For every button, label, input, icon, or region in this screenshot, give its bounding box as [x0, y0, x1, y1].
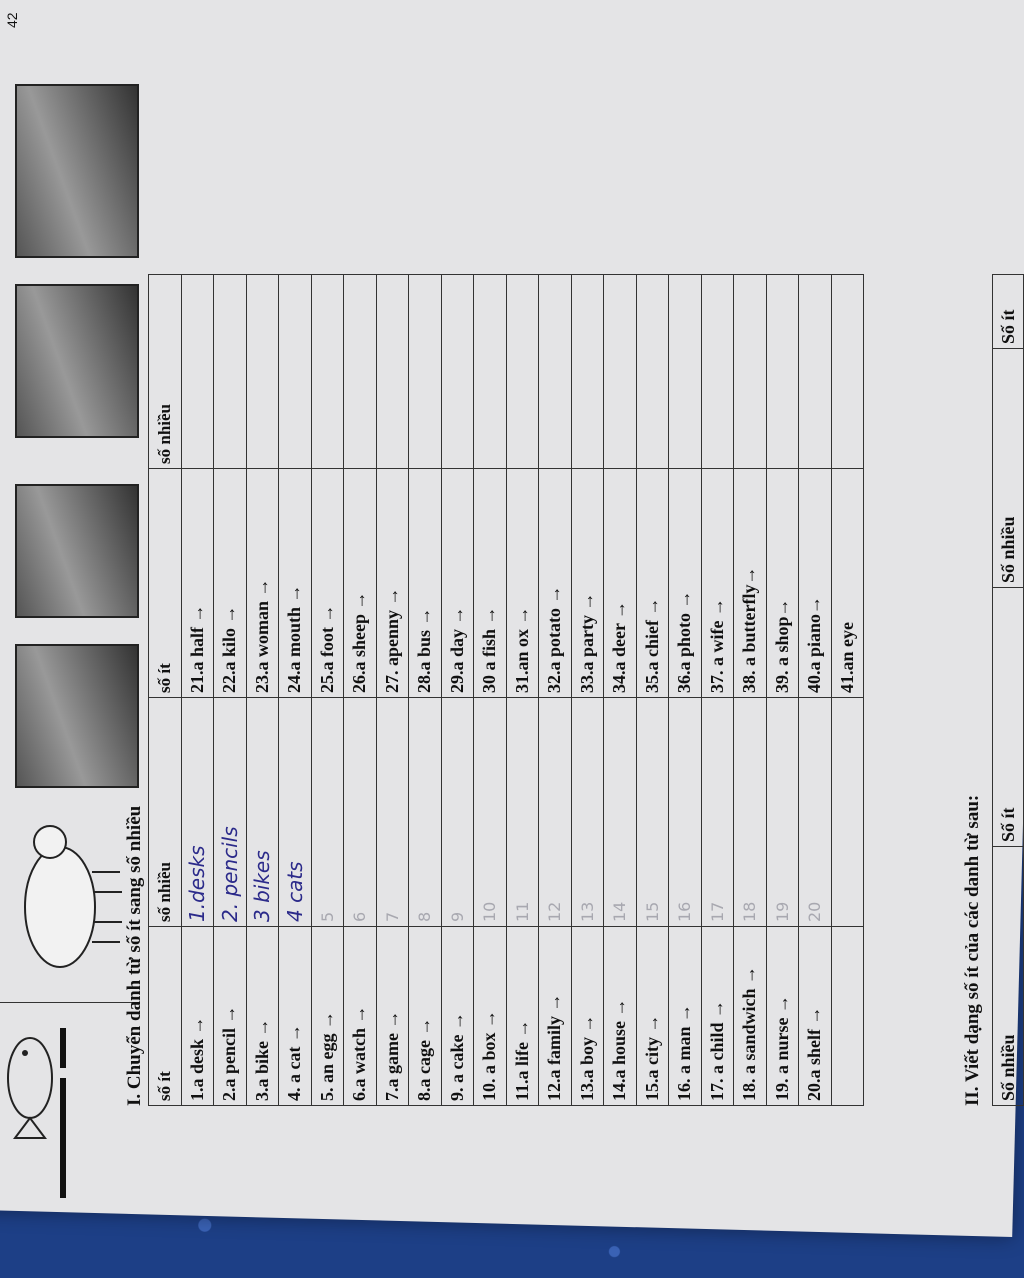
handwritten-answer: 15 — [642, 901, 662, 922]
singular-noun-cell — [539, 927, 572, 1106]
noun-label: 2.a pencil → — [219, 1005, 240, 1101]
table-row — [311, 275, 344, 1106]
table-header-row — [149, 275, 182, 1106]
noun-label: 21.a half → — [186, 604, 207, 693]
noun-label: 18. a sandwich → — [739, 965, 760, 1101]
animal-photo-4 — [15, 84, 139, 258]
plural-answer-cell[interactable] — [344, 698, 377, 927]
singular-noun-cell — [636, 469, 669, 698]
plural-answer-cell[interactable] — [766, 698, 799, 927]
singular-noun-cell — [604, 927, 637, 1106]
singular-noun-cell — [376, 927, 409, 1106]
noun-label: 34.a deer → — [609, 600, 630, 693]
noun-label: 33.a party → — [576, 592, 597, 693]
plural-answer-cell[interactable] — [474, 275, 507, 469]
singular-noun-cell — [669, 469, 702, 698]
table-row — [539, 275, 572, 1106]
table-row — [831, 275, 864, 1106]
noun-label: 31.an ox → — [511, 606, 532, 693]
header-cell: số ít — [149, 469, 182, 698]
animal-photo-1 — [15, 644, 139, 788]
noun-label: 14.a house → — [609, 998, 630, 1101]
handwritten-answer: 10 — [480, 901, 500, 922]
noun-label: 28.a bus → — [414, 607, 435, 693]
plural-answer-cell[interactable] — [604, 275, 637, 469]
singular-noun-cell — [831, 927, 864, 1106]
noun-label: 7.a game → — [381, 1010, 402, 1101]
plural-answer-cell[interactable] — [246, 275, 279, 469]
fish-icon — [0, 1008, 60, 1208]
section2-title: II. Viết dạng số ít của các danh từ sau: — [962, 794, 983, 1106]
singular-noun-cell — [214, 469, 247, 698]
plural-answer-cell[interactable] — [214, 275, 247, 469]
singular-noun-cell — [766, 927, 799, 1106]
plural-answer-cell[interactable] — [409, 698, 442, 927]
noun-label: 16. a man → — [674, 1003, 695, 1101]
plural-answer-cell[interactable] — [506, 698, 539, 927]
noun-label: 37. a wife → — [706, 598, 727, 693]
plural-answer-cell[interactable] — [539, 698, 572, 927]
table-row — [506, 275, 539, 1106]
handwritten-answer: 16 — [675, 901, 695, 922]
plural-answer-cell[interactable] — [669, 275, 702, 469]
sheep-drawing — [0, 812, 140, 1003]
noun-label: 40.a piano→ — [804, 595, 825, 693]
noun-label: 19. a nurse → — [771, 994, 792, 1101]
handwritten-answer: 2. pencils — [217, 826, 242, 922]
noun-label: 30 a fish → — [479, 606, 500, 693]
plural-answer-cell[interactable] — [799, 698, 832, 927]
plural-answer-cell[interactable] — [311, 275, 344, 469]
noun-label: 6.a watch → — [349, 1005, 370, 1101]
noun-label: 4. a cat → — [284, 1024, 305, 1101]
singular-noun-cell — [831, 469, 864, 698]
singular-noun-cell — [214, 927, 247, 1106]
plural-answer-cell[interactable] — [279, 698, 312, 927]
worksheet-table — [148, 274, 864, 1106]
singular-noun-cell — [246, 469, 279, 698]
plural-answer-cell[interactable] — [831, 275, 864, 469]
handwritten-answer: 12 — [545, 901, 565, 922]
page-number: 42 — [4, 12, 20, 28]
singular-noun-cell — [181, 927, 214, 1106]
fish-drawing — [0, 1018, 140, 1218]
handwritten-answer: 18 — [740, 901, 760, 922]
handwritten-answer: 3 bikes — [250, 850, 275, 922]
noun-label: 25.a foot → — [316, 604, 337, 693]
singular-noun-cell — [311, 927, 344, 1106]
singular-noun-cell — [344, 469, 377, 698]
noun-label: 20.a shelf → — [804, 1006, 825, 1101]
singular-noun-cell — [344, 927, 377, 1106]
plural-answer-cell[interactable] — [701, 275, 734, 469]
singular-noun-cell — [279, 469, 312, 698]
plural-answer-cell[interactable] — [734, 698, 767, 927]
handwritten-answer: 4 cats — [282, 861, 307, 922]
noun-label: 35.a chief → — [641, 597, 662, 693]
singular-noun-cell — [734, 927, 767, 1106]
noun-label: 32.a potato → — [544, 585, 565, 693]
singular-noun-cell — [539, 469, 572, 698]
singular-noun-cell — [766, 469, 799, 698]
noun-label: 17. a child → — [706, 999, 727, 1101]
handwritten-answer: 7 — [382, 911, 402, 922]
header-cell: số ít — [149, 927, 182, 1106]
animal-photo-3 — [15, 284, 139, 438]
plural-answer-cell[interactable] — [214, 698, 247, 927]
singular-noun-cell — [604, 469, 637, 698]
plural-answer-cell[interactable] — [181, 275, 214, 469]
noun-label: 29.a day → — [446, 606, 467, 693]
plural-answer-cell[interactable] — [441, 698, 474, 927]
plural-answer-cell[interactable] — [441, 275, 474, 469]
table-row — [799, 275, 832, 1106]
plural-answer-cell[interactable] — [636, 698, 669, 927]
table-row — [734, 275, 767, 1106]
singular-noun-cell — [669, 927, 702, 1106]
noun-label: 13.a boy → — [576, 1014, 597, 1101]
header-cell: Số nhiều — [993, 847, 1024, 1106]
section1-title: I. Chuyển danh từ số ít sang số nhiều — [124, 805, 145, 1106]
noun-label: 23.a woman → — [251, 578, 272, 693]
plural-answer-cell[interactable] — [766, 275, 799, 469]
noun-label: 12.a family → — [544, 993, 565, 1101]
section2-table — [992, 274, 1024, 1106]
plural-answer-cell[interactable] — [344, 275, 377, 469]
handwritten-answer: 19 — [772, 901, 792, 922]
handwritten-answer: 8 — [415, 911, 435, 922]
table-row — [571, 275, 604, 1106]
noun-label: 41.an eye — [836, 622, 857, 693]
plural-answer-cell[interactable] — [506, 275, 539, 469]
table-row — [669, 275, 702, 1106]
singular-noun-cell — [376, 469, 409, 698]
handwritten-answer: 20 — [805, 901, 825, 922]
noun-label: 15.a city → — [641, 1014, 662, 1101]
plural-answer-cell[interactable] — [799, 275, 832, 469]
table-row — [181, 275, 214, 1106]
table-row — [376, 275, 409, 1106]
table-row — [214, 275, 247, 1106]
singular-noun-cell — [571, 469, 604, 698]
handwritten-answer: 13 — [577, 901, 597, 922]
plural-answer-cell[interactable] — [409, 275, 442, 469]
plural-answer-cell[interactable] — [246, 698, 279, 927]
singular-noun-cell — [571, 927, 604, 1106]
table-row — [409, 275, 442, 1106]
plural-answer-cell[interactable] — [311, 698, 344, 927]
sheep-icon — [0, 812, 140, 1002]
handwritten-answer: 14 — [610, 901, 630, 922]
header-cell: Số ít — [993, 588, 1024, 847]
plural-answer-cell[interactable] — [376, 275, 409, 469]
plural-answer-cell[interactable] — [636, 275, 669, 469]
noun-label: 39. a shop→ — [771, 598, 792, 693]
table-row — [441, 275, 474, 1106]
singular-noun-cell — [441, 927, 474, 1106]
singular-noun-cell — [734, 469, 767, 698]
handwritten-answer: 17 — [707, 901, 727, 922]
handwritten-answer: 1.desks — [185, 845, 210, 922]
singular-noun-cell — [799, 927, 832, 1106]
singular-noun-cell — [506, 469, 539, 698]
table-row — [766, 275, 799, 1106]
plural-answer-cell[interactable] — [831, 698, 864, 927]
handwritten-answer: 6 — [350, 911, 370, 922]
singular-noun-cell — [506, 927, 539, 1106]
table-header-row — [993, 275, 1024, 1106]
header-cell: số nhiều — [149, 275, 182, 469]
table-row — [636, 275, 669, 1106]
table-row — [474, 275, 507, 1106]
handwritten-answer: 9 — [447, 911, 467, 922]
plural-answer-cell[interactable] — [734, 275, 767, 469]
singular-noun-cell — [636, 927, 669, 1106]
header-cell: Số ít — [993, 275, 1024, 349]
noun-label: 10. a box → — [479, 1009, 500, 1101]
singular-noun-cell — [279, 927, 312, 1106]
noun-label: 1.a desk → — [186, 1016, 207, 1101]
singular-noun-cell — [474, 469, 507, 698]
header-cell: Số nhiều — [993, 349, 1024, 588]
noun-label: 27. apenny → — [381, 587, 402, 693]
table-row — [604, 275, 637, 1106]
plural-answer-cell[interactable] — [539, 275, 572, 469]
plural-answer-cell[interactable] — [571, 275, 604, 469]
singular-noun-cell — [311, 469, 344, 698]
noun-label: 3.a bike → — [251, 1018, 272, 1101]
plural-answer-cell[interactable] — [376, 698, 409, 927]
singular-noun-cell — [409, 927, 442, 1106]
singular-noun-cell — [246, 927, 279, 1106]
handwritten-answer: 11 — [512, 901, 532, 922]
animal-photo-2 — [15, 484, 139, 618]
noun-label: 26.a sheep → — [349, 591, 370, 693]
singular-noun-cell — [441, 469, 474, 698]
noun-label: 38. a butterfly→ — [739, 566, 760, 693]
table-row — [246, 275, 279, 1106]
noun-label: 9. a cake → — [446, 1012, 467, 1101]
table-row — [344, 275, 377, 1106]
plural-answer-cell[interactable] — [571, 698, 604, 927]
plural-answer-cell[interactable] — [604, 698, 637, 927]
noun-label: 36.a photo → — [674, 590, 695, 693]
plural-answer-cell[interactable] — [279, 275, 312, 469]
plural-answer-cell[interactable] — [181, 698, 214, 927]
noun-label: 24.a mouth → — [284, 584, 305, 693]
singular-noun-cell — [409, 469, 442, 698]
table-row — [701, 275, 734, 1106]
noun-label: 8.a cage → — [414, 1017, 435, 1101]
noun-label: 5. an egg → — [316, 1011, 337, 1101]
singular-noun-cell — [701, 927, 734, 1106]
plural-answer-cell[interactable] — [701, 698, 734, 927]
singular-noun-cell — [799, 469, 832, 698]
singular-noun-cell — [701, 469, 734, 698]
singular-noun-cell — [474, 927, 507, 1106]
plural-answer-cell[interactable] — [474, 698, 507, 927]
noun-label: 22.a kilo → — [219, 605, 240, 693]
table-row — [279, 275, 312, 1106]
singular-noun-cell — [181, 469, 214, 698]
noun-label: 11.a life → — [511, 1019, 532, 1101]
header-cell: số nhiều — [149, 698, 182, 927]
handwritten-answer: 5 — [317, 911, 337, 922]
plural-answer-cell[interactable] — [669, 698, 702, 927]
